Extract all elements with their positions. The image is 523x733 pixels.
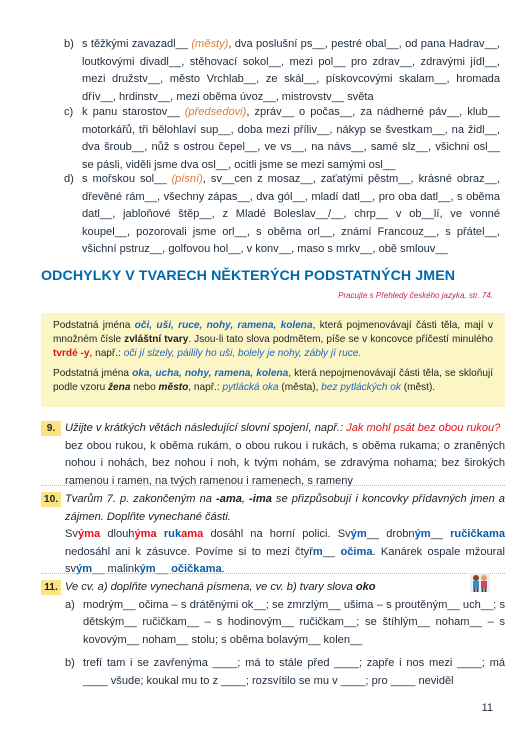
w24: . [221, 563, 225, 576]
w13: ručičkama [450, 528, 505, 541]
rule2-model-zena: žena [108, 381, 131, 393]
rule2-text-a: Podstatná jména [53, 367, 133, 379]
exercise-11b-text: trefí tam i se zavřenýma ____; má to stále před ____; zapře i nos mezi ____; má ____ všude; koukal mu to z ____; rozsvítilo se mu v ____; pro ____ neviděl [83, 657, 505, 687]
exercise-10-instruction-a: Tvarům 7. p. zakončeným na [65, 493, 216, 505]
w23: očičkama [171, 563, 222, 576]
rule2-example-2-note: (měst). [400, 381, 436, 393]
rule2-model-mesto: město [158, 381, 189, 393]
exercise-b-hint: (městy) [191, 38, 229, 50]
rule2-text-b: , která nepojmenovávají části těla, se skloňují podle vzoru [53, 367, 493, 393]
w1: Sv [65, 528, 78, 541]
rule1-text-b: , která pojmenovávají části těla, mají v množném čísle [53, 320, 494, 346]
w6: ruk [163, 528, 182, 541]
separator-1 [41, 485, 505, 486]
exercise-9-instruction: Užijte v krátkých větách následující slovní spojení, např.: [65, 422, 347, 434]
w10: __ drobn [366, 528, 415, 541]
exercise-d-text [82, 171, 500, 259]
exercise-9-number: 9. [41, 421, 61, 436]
rule2-example-1: pytlácká oka [222, 381, 279, 393]
exercise-10 [41, 491, 505, 579]
rule2-words: oka, ucha, nohy, ramena, kolena [132, 367, 289, 379]
rule1-text-a: Podstatná jména [53, 320, 135, 331]
exercise-d [64, 171, 500, 259]
page-number: 11 [481, 702, 493, 714]
exercise-c-start: k panu starostov__ [82, 106, 180, 118]
exercise-10-ending-ama: -ama [216, 493, 242, 505]
exercise-c-hint: (předsedovi) [184, 106, 247, 118]
rule1-special-forms: zvláštní tvary [124, 334, 189, 346]
section-title: ODCHYLKY V TVARECH NĚKTERÝCH PODSTATNÝCH JMEN [41, 268, 456, 284]
exercise-11-instruction: Ve cv. a) doplňte vynechaná písmena, ve cv. b) tvary slova [65, 581, 356, 593]
exercise-9-sample: Jak mohl psát bez obou rukou? [346, 422, 501, 434]
exercise-10-comma: , [241, 493, 250, 505]
exercise-b-label: b) [64, 38, 74, 50]
rule-paragraph-2 [53, 367, 493, 395]
exercise-10-instruction-b: se přizpůsobují i koncovky přídavných jmen a zájmen. Doplňte vynechané části. [65, 493, 505, 523]
exercise-11-number: 11. [41, 580, 61, 595]
w8: dosáhl na horní polici. Sv [203, 528, 351, 541]
exercise-c-text [82, 104, 500, 174]
w18: . Kanárek ospale mžoural sv [65, 545, 506, 576]
w9: ým [350, 528, 367, 541]
exercise-11-task [65, 579, 505, 597]
rule1-body-parts: oči, uši, ruce, nohy, ramena, kolena [134, 320, 313, 331]
w5 [157, 528, 164, 540]
w20: __ malink [92, 563, 140, 576]
rule1-text-c: . Jsou-li tato slova podmětem, píše se v koncovce příčestí minulého [188, 334, 493, 346]
w16: __ [322, 545, 341, 558]
exercise-c-label: c) [64, 106, 74, 118]
exercise-10-text [41, 526, 505, 579]
w17: očima [340, 545, 373, 558]
exercise-11a-text: modrým__ očima – s drátěnými ok__; se zmrzlým__ ušima – s proutěným__ uch__; s dětským__ ručičkam__ – s hodinovým__ ručičkam__; se štíhlým__ noham__ – s kovovým__ noham__ stolu; s oběma bolavým__ kolen__ [83, 598, 505, 646]
exercise-9-task [65, 420, 505, 438]
exercise-b-start: s těžkými zavazadl__ [82, 38, 188, 50]
w14: nedosáhl ani k zásuvce. Povíme si to mezi čtyř [65, 545, 313, 558]
separator-2 [41, 573, 505, 574]
exercise-11 [41, 579, 505, 691]
exercise-c-rest: , zpráv__ o počas__, za nádherné páv__, klub__ motorkářů, tři bělohlaví sup__, doba mezi příliv__, nákyp se švestkam__, na židl__, dva šroub__, nůž s ostrou čepel__, ve vs__, na návs__, samé slz__, všichni osl__ se pásli, viděli jsme dva osl__, ocitli jsme se mezi samými osl__ [82, 106, 500, 171]
w11: ým [414, 528, 431, 541]
rule2-example-1-note: (města), [278, 381, 322, 393]
exercise-b-text [82, 36, 500, 106]
rule2-text-c: nebo [130, 381, 159, 393]
w21: ým [139, 563, 156, 576]
exercise-d-start: s mořskou sol__ [82, 173, 167, 185]
w7: ama [181, 528, 204, 541]
w15: m [312, 545, 323, 558]
w2: ýma [77, 528, 101, 541]
exercise-11a [41, 597, 505, 650]
exercise-d-label: d) [64, 173, 74, 185]
exercise-11a-label: a) [65, 598, 75, 611]
reference-note: Pracujte s Přehledy českého jazyka, str. 74. [338, 291, 493, 300]
exercise-b-rest: , dva poslušní ps__, pestré obal__, od pana Hadrav__, loutkovými divadl__, stěhovací sokol__, mezi pol__ pro zdrav__, zdravými jídl__, mezi družstv__, město Vrchlab__, ze skál__, pískovcovými skalam__, hromada dřív__, hrdinstv__, mezi oběma úvoz__, mistrovstv__ světa [82, 38, 500, 103]
two-children-icon [470, 573, 490, 592]
exercise-11-word: oko [355, 581, 376, 593]
exercise-d-rest: , sv__cen z mosaz__, zaťatými pěstm__, krásné obraz__, dřevěné rám__, všechny zápas__, dva gól__, mladí datl__, pro oba datl__, s oběma datl__, jabloňové štěp__, z Mladé Boleslav__/__, chrp__ v ob__lí, ve vonné koupel__, pozorovali jsme orl__, s oběma orl__, známí Francouz__, s přátel__, všichní pstruz__, golfovou hol__, v konv__, maso s mrkv__, obě smlouv__ [82, 173, 500, 256]
exercise-b [64, 36, 500, 106]
w3: dlouh [100, 528, 135, 541]
rule2-example-2: bez pytláckých ok [321, 381, 401, 393]
rule1-hard-ending: tvrdé -y [53, 348, 90, 360]
w12: __ [430, 528, 451, 541]
w4: ýma [134, 528, 157, 541]
rule1-examples: oči jí slzely, páilily ho uši, bolely je nohy, zábly jí ruce. [123, 348, 362, 360]
exercise-10-task [65, 491, 505, 526]
w22: __ [155, 563, 172, 576]
exercise-c [64, 104, 500, 174]
exercise-10-ending-ima: -ima [249, 493, 272, 505]
exercise-11b-label: b) [65, 657, 75, 670]
exercise-d-hint: (písní) [171, 173, 203, 185]
rule1-text-d: , např.: [89, 348, 124, 360]
w19: ým [76, 563, 93, 576]
exercise-9-answer: bez obou rukou, k oběma rukám, o obou rukou i rukách, s oběma rukama; o zraněných nohou i nohách, bez nohou i noh, k tvým nohám, se zdravýma nohama; bez širokých ramenou i ramen, na tvých ramenou i ramenech, s rameny [65, 439, 505, 487]
rule-paragraph-1 [53, 319, 493, 362]
exercise-9 [41, 420, 505, 490]
rule2-text-d: , např.: [188, 381, 223, 393]
exercise-11b [41, 655, 505, 690]
rule-box [41, 313, 505, 407]
exercise-10-number: 10. [41, 492, 61, 507]
